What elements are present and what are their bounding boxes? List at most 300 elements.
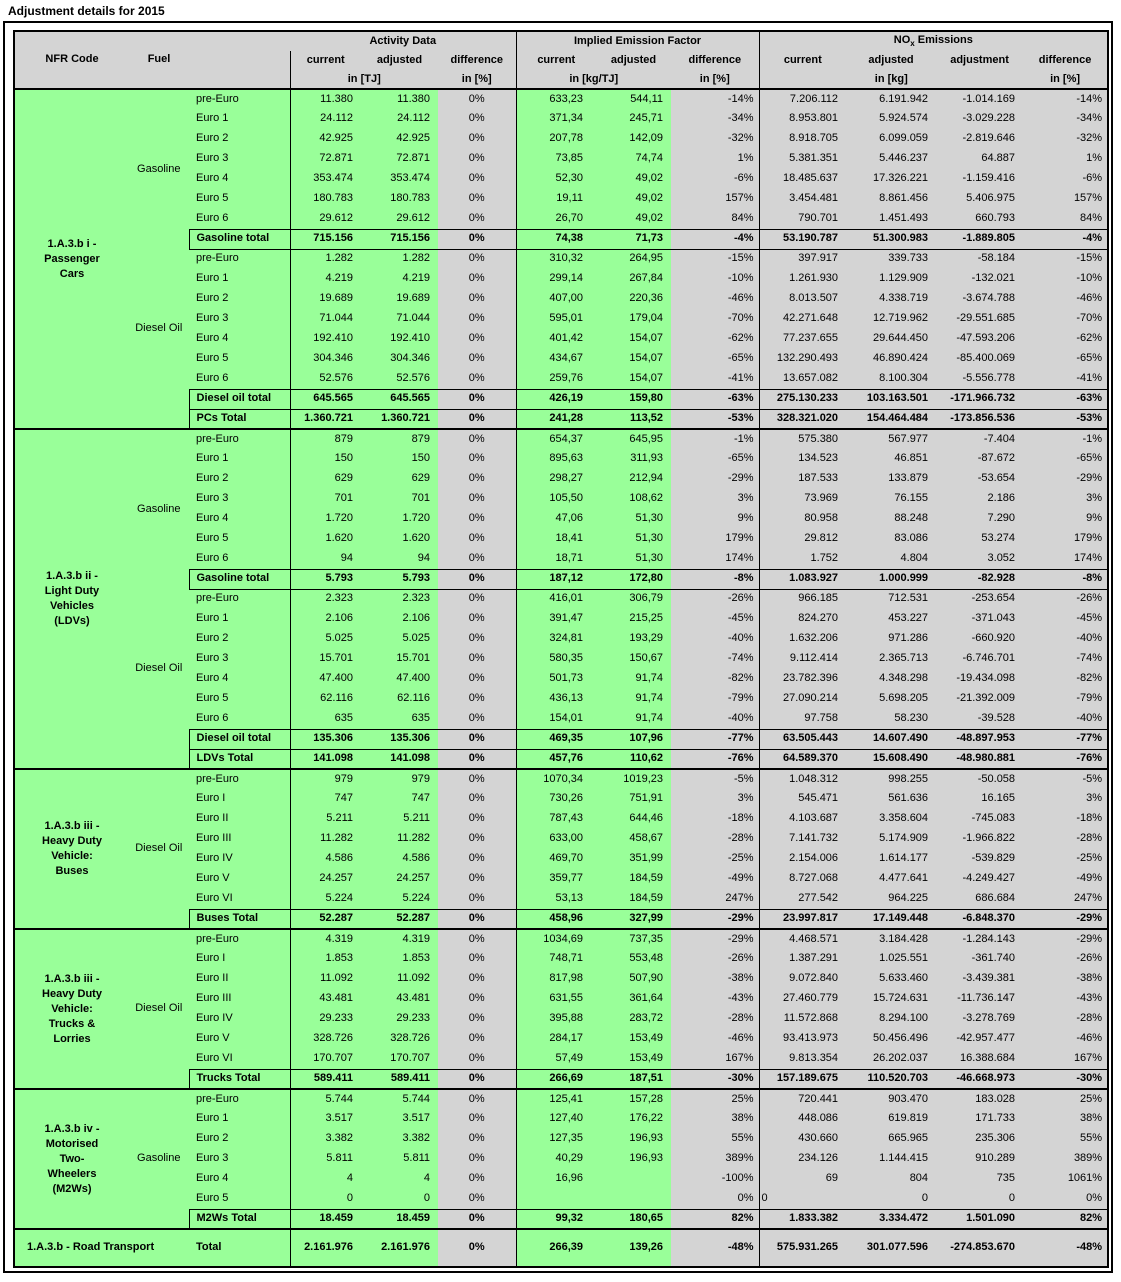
- cell-ief-current: 371,34: [516, 109, 596, 129]
- cell-nox-adjusted: 5.174.909: [846, 829, 936, 849]
- cell-ief-current: 416,01: [516, 589, 596, 609]
- cell-ief-current: 266,39: [516, 1229, 596, 1267]
- cell-activity-adjusted: 19.689: [361, 289, 438, 309]
- cell-nox-current: 134.523: [759, 449, 846, 469]
- cell-nox-current: 157.189.675: [759, 1069, 846, 1089]
- cell-nox-adjustment: -53.654: [936, 469, 1023, 489]
- cell-nox-adjusted: 4.477.641: [846, 869, 936, 889]
- cell-activity-current: 5.811: [290, 1149, 361, 1169]
- cell-activity-adjusted: 72.871: [361, 149, 438, 169]
- table-row: [14, 929, 1108, 949]
- cell-ief-current: 457,76: [516, 749, 596, 769]
- column-header-current: current: [290, 51, 361, 71]
- cell-nox-difference: -34%: [1023, 109, 1108, 129]
- cell-nox-adjusted: 339.733: [846, 249, 936, 269]
- cell-nox-difference: 25%: [1023, 1089, 1108, 1109]
- cell-ief-adjusted: 212,94: [596, 469, 671, 489]
- cell-nox-adjustment: -85.400.069: [936, 349, 1023, 369]
- cell-nox-current: 8.918.705: [759, 129, 846, 149]
- cell-ief-difference: 0%: [671, 1189, 759, 1209]
- cell-activity-difference: 0%: [438, 1149, 516, 1169]
- cell-activity-difference: 0%: [438, 829, 516, 849]
- cell-activity-adjusted: 589.411: [361, 1069, 438, 1089]
- cell-nox-adjustment: 5.406.975: [936, 189, 1023, 209]
- cell-activity-adjusted: 24.112: [361, 109, 438, 129]
- cell-nox-difference: -76%: [1023, 749, 1108, 769]
- cell-activity-adjusted: 29.612: [361, 209, 438, 229]
- cell-ief-current: 284,17: [516, 1029, 596, 1049]
- adjustment-table: [13, 30, 1109, 1268]
- cell-nox-adjusted: 1.025.551: [846, 949, 936, 969]
- cell-ief-difference: -38%: [671, 969, 759, 989]
- cell-nox-current: 5.381.351: [759, 149, 846, 169]
- cell-ief-adjusted: 71,73: [596, 229, 671, 249]
- cell-nox-adjusted: 50.456.496: [846, 1029, 936, 1049]
- cell-nox-adjusted: 4.348.298: [846, 669, 936, 689]
- cell-activity-adjusted: 645.565: [361, 389, 438, 409]
- cell-ief-current: 434,67: [516, 349, 596, 369]
- cell-activity-difference: 0%: [438, 869, 516, 889]
- nfr-code-cell: 1.A.3.b iv - Motorised Two- Wheelers (M2Ws): [14, 1089, 129, 1229]
- cell-nox-adjusted: 1.144.415: [846, 1149, 936, 1169]
- cell-ief-adjusted: 176,22: [596, 1109, 671, 1129]
- cell-nox-adjustment: -371.043: [936, 609, 1023, 629]
- cell-nox-adjusted: 133.879: [846, 469, 936, 489]
- cell-ief-difference: -48%: [671, 1229, 759, 1267]
- cell-activity-adjusted: 635: [361, 709, 438, 729]
- cell-ief-difference: -76%: [671, 749, 759, 769]
- cell-nox-current: 1.632.206: [759, 629, 846, 649]
- cell-nox-adjustment: -660.920: [936, 629, 1023, 649]
- cell-vehicle-class: Diesel oil total: [189, 389, 290, 409]
- cell-vehicle-class: Diesel oil total: [189, 729, 290, 749]
- cell-nox-adjusted: 110.520.703: [846, 1069, 936, 1089]
- cell-ief-adjusted: 283,72: [596, 1009, 671, 1029]
- cell-vehicle-class: pre-Euro: [189, 89, 290, 109]
- cell-nox-difference: 3%: [1023, 789, 1108, 809]
- cell-nox-adjusted: 15.608.490: [846, 749, 936, 769]
- cell-ief-current: 105,50: [516, 489, 596, 509]
- cell-activity-difference: 0%: [438, 369, 516, 389]
- cell-activity-difference: 0%: [438, 469, 516, 489]
- cell-vehicle-class: Euro 2: [189, 129, 290, 149]
- cell-nox-adjustment: -253.654: [936, 589, 1023, 609]
- cell-activity-current: 747: [290, 789, 361, 809]
- cell-activity-difference: 0%: [438, 949, 516, 969]
- cell-nox-current: 8.953.801: [759, 109, 846, 129]
- cell-activity-current: 2.161.976: [290, 1229, 361, 1267]
- cell-ief-difference: -49%: [671, 869, 759, 889]
- cell-activity-difference: 0%: [438, 649, 516, 669]
- cell-activity-current: 0: [290, 1189, 361, 1209]
- cell-nox-difference: -18%: [1023, 809, 1108, 829]
- cell-nox-current: 234.126: [759, 1149, 846, 1169]
- cell-nox-adjusted: 26.202.037: [846, 1049, 936, 1069]
- cell-ief-difference: -100%: [671, 1169, 759, 1189]
- cell-activity-difference: 0%: [438, 669, 516, 689]
- fuel-cell: Diesel Oil: [129, 589, 189, 749]
- cell-ief-adjusted: 193,29: [596, 629, 671, 649]
- cell-vehicle-class: Euro 6: [189, 549, 290, 569]
- cell-nox-adjusted: 903.470: [846, 1089, 936, 1109]
- cell-nox-adjustment: 2.186: [936, 489, 1023, 509]
- cell-nox-difference: -5%: [1023, 769, 1108, 789]
- cell-nox-difference: -62%: [1023, 329, 1108, 349]
- cell-vehicle-class: Gasoline total: [189, 229, 290, 249]
- cell-nox-adjusted: 103.163.501: [846, 389, 936, 409]
- cell-vehicle-class: pre-Euro: [189, 429, 290, 449]
- page-title: Adjustment details for 2015: [8, 4, 165, 18]
- cell-activity-adjusted: 141.098: [361, 749, 438, 769]
- cell-nox-difference: -26%: [1023, 949, 1108, 969]
- cell-vehicle-class: Euro 4: [189, 509, 290, 529]
- cell-nox-difference: -79%: [1023, 689, 1108, 709]
- nfr-code-cell: 1.A.3.b iii - Heavy Duty Vehicle: Trucks & Lorries: [14, 929, 129, 1089]
- cell-ief-current: 40,29: [516, 1149, 596, 1169]
- cell-activity-difference: 0%: [438, 969, 516, 989]
- cell-activity-current: 24.257: [290, 869, 361, 889]
- column-header-difference: difference: [671, 51, 759, 71]
- cell-activity-current: 4.219: [290, 269, 361, 289]
- cell-activity-adjusted: 0: [361, 1189, 438, 1209]
- cell-activity-adjusted: 4: [361, 1169, 438, 1189]
- table-row: [14, 1089, 1108, 1109]
- cell-nox-adjustment: 7.290: [936, 509, 1023, 529]
- cell-nox-difference: -6%: [1023, 169, 1108, 189]
- cell-ief-current: 16,96: [516, 1169, 596, 1189]
- cell-nox-adjustment: -39.528: [936, 709, 1023, 729]
- cell-vehicle-class: pre-Euro: [189, 769, 290, 789]
- cell-ief-current: 19,11: [516, 189, 596, 209]
- cell-vehicle-class: Euro V: [189, 869, 290, 889]
- cell-nox-current: 1.833.382: [759, 1209, 846, 1229]
- cell-nox-adjustment: -48.980.881: [936, 749, 1023, 769]
- cell-activity-current: 24.112: [290, 109, 361, 129]
- cell-ief-difference: -32%: [671, 129, 759, 149]
- cell-activity-difference: 0%: [438, 629, 516, 649]
- cell-ief-adjusted: 179,04: [596, 309, 671, 329]
- cell-activity-current: 135.306: [290, 729, 361, 749]
- cell-nox-adjustment: -48.897.953: [936, 729, 1023, 749]
- cell-nox-adjusted: 154.464.484: [846, 409, 936, 429]
- cell-nox-adjusted: 46.890.424: [846, 349, 936, 369]
- cell-ief-current: 395,88: [516, 1009, 596, 1029]
- cell-ief-difference: -70%: [671, 309, 759, 329]
- cell-nox-current: 93.413.973: [759, 1029, 846, 1049]
- cell-ief-difference: -82%: [671, 669, 759, 689]
- column-header-adjusted: adjusted: [596, 51, 671, 71]
- cell-vehicle-class: Euro 5: [189, 689, 290, 709]
- cell-vehicle-class: Euro VI: [189, 1049, 290, 1069]
- cell-activity-adjusted: 5.025: [361, 629, 438, 649]
- cell-activity-difference: 0%: [438, 1169, 516, 1189]
- cell-vehicle-class: pre-Euro: [189, 249, 290, 269]
- cell-activity-adjusted: 715.156: [361, 229, 438, 249]
- cell-nox-difference: -10%: [1023, 269, 1108, 289]
- cell-ief-difference: -30%: [671, 1069, 759, 1089]
- cell-vehicle-class: Euro 4: [189, 169, 290, 189]
- cell-nox-adjusted: 14.607.490: [846, 729, 936, 749]
- cell-ief-difference: -79%: [671, 689, 759, 709]
- cell-activity-difference: 0%: [438, 129, 516, 149]
- cell-nox-adjustment: 235.306: [936, 1129, 1023, 1149]
- cell-ief-current: 125,41: [516, 1089, 596, 1109]
- cell-activity-difference: 0%: [438, 749, 516, 769]
- cell-activity-current: 3.517: [290, 1109, 361, 1129]
- cell-activity-current: 1.282: [290, 249, 361, 269]
- cell-ief-current: 99,32: [516, 1209, 596, 1229]
- cell-activity-difference: 0%: [438, 1029, 516, 1049]
- cell-ief-difference: -26%: [671, 589, 759, 609]
- cell-nox-adjustment: -745.083: [936, 809, 1023, 829]
- cell-activity-current: 2.323: [290, 589, 361, 609]
- cell-activity-adjusted: 15.701: [361, 649, 438, 669]
- cell-nox-difference: -15%: [1023, 249, 1108, 269]
- cell-ief-adjusted: 150,67: [596, 649, 671, 669]
- cell-activity-current: 18.459: [290, 1209, 361, 1229]
- cell-ief-difference: -25%: [671, 849, 759, 869]
- table-body: [14, 89, 1108, 1267]
- cell-activity-adjusted: 879: [361, 429, 438, 449]
- cell-nox-adjusted: 3.334.472: [846, 1209, 936, 1229]
- cell-ief-difference: 38%: [671, 1109, 759, 1129]
- cell-activity-adjusted: 629: [361, 469, 438, 489]
- grand-total-row: [14, 1229, 1108, 1267]
- cell-activity-current: 4: [290, 1169, 361, 1189]
- cell-ief-difference: 9%: [671, 509, 759, 529]
- table-row: [14, 249, 1108, 269]
- cell-ief-adjusted: 267,84: [596, 269, 671, 289]
- cell-ief-current: 127,40: [516, 1109, 596, 1129]
- cell-ief-difference: -8%: [671, 569, 759, 589]
- cell-activity-adjusted: 29.233: [361, 1009, 438, 1029]
- group-header-nox-emissions: $NO_x$ Emissions: [759, 31, 1108, 51]
- cell-nox-current: 575.380: [759, 429, 846, 449]
- cell-activity-difference: 0%: [438, 1229, 516, 1267]
- cell-activity-current: 353.474: [290, 169, 361, 189]
- table-row: [14, 89, 1108, 109]
- cell-activity-difference: 0%: [438, 909, 516, 929]
- cell-ief-current: 299,14: [516, 269, 596, 289]
- cell-activity-current: 11.092: [290, 969, 361, 989]
- section-total-row: [14, 409, 1108, 429]
- cell-ief-difference: -29%: [671, 469, 759, 489]
- cell-vehicle-class: Euro 1: [189, 449, 290, 469]
- cell-ief-adjusted: 91,74: [596, 709, 671, 729]
- cell-nox-current: 2.154.006: [759, 849, 846, 869]
- cell-nox-difference: -28%: [1023, 829, 1108, 849]
- column-header-difference: difference: [438, 51, 516, 71]
- cell-nox-adjusted: 5.698.205: [846, 689, 936, 709]
- cell-ief-current: 426,19: [516, 389, 596, 409]
- cell-nox-adjusted: 3.184.428: [846, 929, 936, 949]
- cell-nox-adjusted: 15.724.631: [846, 989, 936, 1009]
- cell-nox-adjustment: -58.184: [936, 249, 1023, 269]
- cell-nox-current: 1.048.312: [759, 769, 846, 789]
- cell-vehicle-class: Euro 2: [189, 629, 290, 649]
- cell-activity-adjusted: 135.306: [361, 729, 438, 749]
- cell-ief-difference: 82%: [671, 1209, 759, 1229]
- cell-ief-adjusted: [596, 1169, 671, 1189]
- cell-ief-current: 127,35: [516, 1129, 596, 1149]
- cell-nox-adjustment: -21.392.009: [936, 689, 1023, 709]
- cell-activity-current: 3.382: [290, 1129, 361, 1149]
- cell-activity-adjusted: 1.620: [361, 529, 438, 549]
- cell-activity-current: 192.410: [290, 329, 361, 349]
- cell-ief-adjusted: 159,80: [596, 389, 671, 409]
- cell-ief-adjusted: 142,09: [596, 129, 671, 149]
- unit-header: in [kg]: [759, 71, 1023, 89]
- cell-ief-current: 391,47: [516, 609, 596, 629]
- group-header-activity-data: Activity Data: [290, 31, 516, 51]
- cell-ief-difference: -26%: [671, 949, 759, 969]
- cell-activity-adjusted: 1.853: [361, 949, 438, 969]
- cell-activity-current: 304.346: [290, 349, 361, 369]
- cell-activity-adjusted: 747: [361, 789, 438, 809]
- cell-nox-current: 4.468.571: [759, 929, 846, 949]
- cell-ief-adjusted: 1019,23: [596, 769, 671, 789]
- cell-activity-difference: 0%: [438, 289, 516, 309]
- cell-activity-difference: 0%: [438, 409, 516, 429]
- cell-ief-difference: 55%: [671, 1129, 759, 1149]
- cell-ief-difference: -29%: [671, 909, 759, 929]
- cell-activity-adjusted: 47.400: [361, 669, 438, 689]
- cell-nox-current: 545.471: [759, 789, 846, 809]
- cell-activity-difference: 0%: [438, 529, 516, 549]
- cell-activity-adjusted: 42.925: [361, 129, 438, 149]
- cell-nox-adjustment: -3.278.769: [936, 1009, 1023, 1029]
- cell-activity-adjusted: 94: [361, 549, 438, 569]
- cell-ief-difference: -5%: [671, 769, 759, 789]
- cell-nox-adjustment: 910.289: [936, 1149, 1023, 1169]
- cell-nox-current: 448.086: [759, 1109, 846, 1129]
- cell-nox-adjusted: 4.804: [846, 549, 936, 569]
- cell-nox-current: 430.660: [759, 1129, 846, 1149]
- cell-ief-difference: -45%: [671, 609, 759, 629]
- cell-nox-current: 64.589.370: [759, 749, 846, 769]
- cell-nox-adjusted: 8.294.100: [846, 1009, 936, 1029]
- cell-ief-adjusted: 51,30: [596, 509, 671, 529]
- cell-ief-difference: -14%: [671, 89, 759, 109]
- cell-nox-difference: -29%: [1023, 929, 1108, 949]
- cell-ief-difference: -18%: [671, 809, 759, 829]
- cell-nox-difference: 55%: [1023, 1129, 1108, 1149]
- cell-ief-adjusted: 196,93: [596, 1129, 671, 1149]
- cell-nox-adjusted: 561.636: [846, 789, 936, 809]
- cell-ief-adjusted: 751,91: [596, 789, 671, 809]
- header-row-groups: [14, 31, 1108, 51]
- cell-activity-current: 11.380: [290, 89, 361, 109]
- cell-activity-adjusted: 701: [361, 489, 438, 509]
- cell-vehicle-class: pre-Euro: [189, 929, 290, 949]
- cell-ief-difference: -62%: [671, 329, 759, 349]
- cell-nox-adjustment: -50.058: [936, 769, 1023, 789]
- cell-ief-difference: 25%: [671, 1089, 759, 1109]
- cell-vehicle-class: Euro 3: [189, 149, 290, 169]
- cell-nox-current: 8.013.507: [759, 289, 846, 309]
- cell-ief-adjusted: 154,07: [596, 349, 671, 369]
- cell-nox-adjusted: 5.633.460: [846, 969, 936, 989]
- cell-nox-adjustment: -1.889.805: [936, 229, 1023, 249]
- cell-nox-adjusted: 12.719.962: [846, 309, 936, 329]
- cell-activity-current: 715.156: [290, 229, 361, 249]
- cell-nox-adjusted: 46.851: [846, 449, 936, 469]
- cell-nox-adjustment: -1.966.822: [936, 829, 1023, 849]
- cell-activity-current: 72.871: [290, 149, 361, 169]
- cell-activity-current: 71.044: [290, 309, 361, 329]
- cell-activity-difference: 0%: [438, 849, 516, 869]
- cell-activity-difference: 0%: [438, 169, 516, 189]
- cell-ief-difference: 3%: [671, 789, 759, 809]
- cell-nox-difference: 84%: [1023, 209, 1108, 229]
- cell-nox-adjustment: -82.928: [936, 569, 1023, 589]
- cell-nox-adjusted: 3.358.604: [846, 809, 936, 829]
- cell-activity-current: 328.726: [290, 1029, 361, 1049]
- cell-ief-adjusted: 220,36: [596, 289, 671, 309]
- cell-ief-adjusted: 644,46: [596, 809, 671, 829]
- cell-vehicle-class: Euro 3: [189, 489, 290, 509]
- cell-activity-difference: 0%: [438, 189, 516, 209]
- cell-nox-adjusted: 6.191.942: [846, 89, 936, 109]
- cell-ief-current: 47,06: [516, 509, 596, 529]
- fuel-cell: Diesel Oil: [129, 249, 189, 409]
- cell-activity-difference: 0%: [438, 1089, 516, 1109]
- cell-vehicle-class: Euro 2: [189, 1129, 290, 1149]
- cell-activity-adjusted: 979: [361, 769, 438, 789]
- cell-activity-current: 11.282: [290, 829, 361, 849]
- cell-nox-difference: -8%: [1023, 569, 1108, 589]
- cell-activity-difference: 0%: [438, 149, 516, 169]
- cell-ief-adjusted: 180,65: [596, 1209, 671, 1229]
- cell-ief-adjusted: 306,79: [596, 589, 671, 609]
- cell-vehicle-class: Buses Total: [189, 909, 290, 929]
- cell-nox-difference: -82%: [1023, 669, 1108, 689]
- cell-ief-difference: -40%: [671, 629, 759, 649]
- cell-nox-difference: 389%: [1023, 1149, 1108, 1169]
- cell-nox-current: 575.931.265: [759, 1229, 846, 1267]
- cell-ief-adjusted: 91,74: [596, 689, 671, 709]
- cell-ief-adjusted: 264,95: [596, 249, 671, 269]
- cell-ief-adjusted: 153,49: [596, 1049, 671, 1069]
- cell-activity-difference: 0%: [438, 209, 516, 229]
- cell-nox-adjusted: 29.644.450: [846, 329, 936, 349]
- cell-ief-adjusted: [596, 1189, 671, 1209]
- cell-ief-adjusted: 553,48: [596, 949, 671, 969]
- cell-ief-current: 469,70: [516, 849, 596, 869]
- cell-ief-current: 401,42: [516, 329, 596, 349]
- cell-nox-current: 23.997.817: [759, 909, 846, 929]
- cell-nox-adjustment: 64.887: [936, 149, 1023, 169]
- cell-nox-current: 8.727.068: [759, 869, 846, 889]
- cell-ief-difference: -74%: [671, 649, 759, 669]
- cell-activity-current: 5.744: [290, 1089, 361, 1109]
- cell-activity-difference: 0%: [438, 89, 516, 109]
- cell-nox-adjustment: -7.404: [936, 429, 1023, 449]
- cell-nox-current: 966.185: [759, 589, 846, 609]
- cell-activity-current: 4.586: [290, 849, 361, 869]
- cell-activity-adjusted: 304.346: [361, 349, 438, 369]
- table-row: [14, 589, 1108, 609]
- cell-activity-current: 94: [290, 549, 361, 569]
- cell-activity-difference: 0%: [438, 109, 516, 129]
- cell-activity-difference: 0%: [438, 449, 516, 469]
- cell-activity-current: 43.481: [290, 989, 361, 1009]
- cell-activity-adjusted: 328.726: [361, 1029, 438, 1049]
- cell-activity-current: 52.287: [290, 909, 361, 929]
- cell-activity-difference: 0%: [438, 509, 516, 529]
- cell-ief-current: 633,23: [516, 89, 596, 109]
- cell-activity-adjusted: 192.410: [361, 329, 438, 349]
